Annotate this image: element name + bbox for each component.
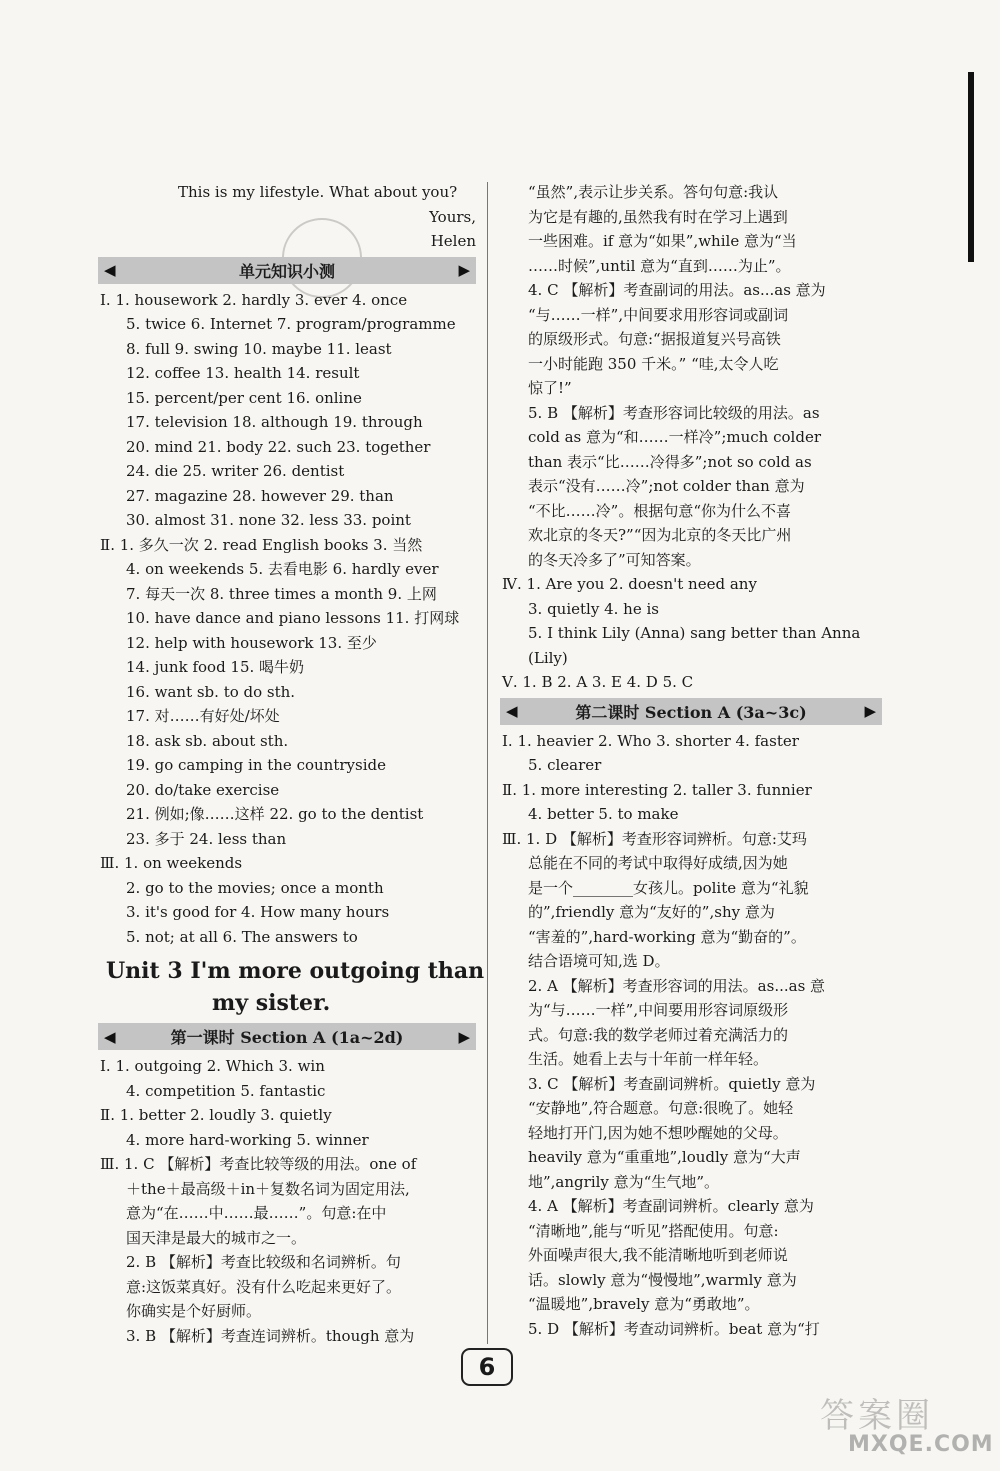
answer-line: 5. I think Lily (Anna) sang better than Anna (528, 624, 861, 642)
answer-line: 3. B 【解析】考查连词辨析。though 意为 (126, 1326, 415, 1345)
answer-line: than 表示“比……冷得多”;not so cold as (528, 452, 812, 471)
right-arrow-icon: ▶ (864, 702, 876, 720)
answer-line: 外面噪声很大,我不能清晰地听到老师说 (528, 1246, 788, 1264)
answer-line: 2. B 【解析】考查比较级和名词辨析。句 (126, 1253, 401, 1271)
answers-lesson-1 (98, 1054, 476, 1348)
answer-line: “与……一样”,中间要求用形容词或副词 (528, 305, 789, 324)
answer-line: “温暖地”,bravely 意为“勇敢地”。 (528, 1295, 760, 1313)
section-header-unit-test (98, 257, 476, 284)
answer-line: 7. 每天一次 8. three times a month 9. 上网 (126, 584, 437, 603)
left-arrow-icon: ◀ (506, 702, 518, 720)
answer-line: “不比……冷”。根据句意“你为什么不喜 (528, 501, 792, 520)
answer-line: “清晰地”,能与“听见”搭配使用。句意: (528, 1221, 779, 1240)
answer-line: 4. better 5. to make (528, 805, 679, 823)
answer-line: 19. go camping in the countryside (126, 756, 386, 774)
section-title: 单元知识小测 (238, 261, 335, 281)
answer-line: 4. more hard-working 5. winner (126, 1130, 369, 1149)
answer-line: Ⅲ. 1. on weekends (100, 854, 243, 872)
answer-line: 表示“没有……冷”;not colder than 意为 (528, 477, 805, 495)
answer-line: Ⅲ. 1. D 【解析】考查形容词辨析。句意:艾玛 (502, 829, 807, 848)
answer-line: Ⅰ. 1. heavier 2. Who 3. shorter 4. faster (502, 731, 799, 750)
answer-line: 为它是有趣的,虽然我有时在学习上遇到 (528, 207, 788, 226)
answer-line: Ⅳ. 1. Are you 2. doesn't need any (502, 575, 757, 593)
answer-line: Ⅰ. 1. outgoing 2. Which 3. win (100, 1057, 325, 1075)
watermark-brand: 答案圈 (820, 1396, 934, 1436)
answer-line: 的原级形式。句意:“据报道复兴号高铁 (528, 330, 781, 348)
answer-line: 8. full 9. swing 10. maybe 11. least (126, 339, 392, 358)
answers-part-3 (98, 851, 476, 949)
answers-part-2 (98, 533, 476, 852)
answer-line: Ⅱ. 1. 多久一次 2. read English books 3. 当然 (100, 535, 423, 554)
answer-line: 23. 多于 24. less than (126, 829, 287, 848)
answer-line: 4. on weekends 5. 去看电影 6. hardly ever (126, 560, 439, 578)
answer-line: 14. junk food 15. 喝牛奶 (126, 658, 305, 676)
section-header-lesson-2 (500, 698, 882, 725)
answer-line: 4. A 【解析】考查副词辨析。clearly 意为 (528, 1197, 814, 1215)
answer-line: “安静地”,符合题意。句意:很晚了。她轻 (528, 1099, 794, 1117)
answer-line: 15. percent/per cent 16. online (126, 388, 362, 407)
answer-line: 国天津是最大的城市之一。 (126, 1228, 307, 1247)
answer-line: 5. D 【解析】考查动词辨析。beat 意为“打 (528, 1319, 820, 1338)
answer-line: 3. it's good for 4. How many hours (126, 903, 390, 921)
answer-line: 轻地打开门,因为她不想吵醒她的父母。 (528, 1123, 788, 1142)
answer-line: 生活。她看上去与十年前一样年轻。 (528, 1050, 769, 1068)
section-header-lesson-1 (98, 1023, 476, 1050)
answer-line: 一些困难。if 意为“如果”,while 意为“当 (528, 232, 797, 250)
answer-line: 欢北京的冬天?”“因为北京的冬天比广州 (528, 526, 792, 544)
answer-line: 意为“在……中……最……”。句意:在中 (126, 1204, 387, 1222)
page-number: 6 (461, 1348, 513, 1386)
right-arrow-icon: ▶ (458, 261, 470, 279)
answer-line: 你确实是个好厨师。 (126, 1302, 262, 1320)
answer-line: ＋the＋最高级＋in＋复数名词为固定用法, (126, 1179, 410, 1198)
answer-line: 4. C 【解析】考查副词的用法。as...as 意为 (528, 281, 826, 299)
answer-line: 21. 例如;像……这样 22. go to the dentist (126, 805, 424, 823)
answer-line: 18. ask sb. about sth. (126, 731, 289, 750)
letter-line: This is my lifestyle. What about you? (178, 183, 458, 201)
answer-line: 20. mind 21. body 22. such 23. together (126, 437, 431, 456)
answer-line: “害羞的”,hard-working 意为“勤奋的”。 (528, 927, 806, 946)
answer-line: 4. competition 5. fantastic (126, 1081, 326, 1100)
answer-line: 17. television 18. although 19. through (126, 413, 423, 431)
answer-line: 12. help with housework 13. 至少 (126, 633, 377, 652)
answer-line: 总能在不同的考试中取得好成绩,因为她 (528, 854, 788, 872)
answer-line: 10. have dance and piano lessons 11. 打网球 (126, 609, 460, 627)
answer-line: 5. not; at all 6. The answers to (126, 927, 358, 946)
section-title: 第一课时 Section A (1a~2d) (170, 1028, 404, 1047)
unit-heading-line-1: Unit 3 I'm more outgoing than (106, 958, 485, 984)
page-edge-bar (968, 72, 974, 262)
unit-heading (98, 955, 485, 1019)
answer-line: 2. go to the movies; once a month (126, 878, 384, 897)
answer-line: 2. A 【解析】考查形容词的用法。as...as 意 (528, 976, 826, 995)
answer-line: 5. twice 6. Internet 7. program/programme (126, 315, 456, 333)
answer-line: 式。句意:我的数学老师过着充满活力的 (528, 1025, 789, 1044)
answer-line: 3. quietly 4. he is (528, 599, 659, 618)
answer-line: 的冬天冷多了”可知答案。 (528, 550, 701, 569)
answer-line: 3. C 【解析】考查副词辨析。quietly 意为 (528, 1074, 816, 1093)
answer-line: 意:这饭菜真好。没有什么吃起来更好了。 (126, 1277, 402, 1296)
answers-lesson-2 (500, 729, 882, 1342)
right-column (500, 180, 882, 1341)
answer-line: Ⅲ. 1. C 【解析】考查比较等级的用法。one of (100, 1155, 417, 1173)
answer-line: Ⅱ. 1. better 2. loudly 3. quietly (100, 1106, 332, 1124)
left-column (98, 180, 485, 1348)
letter-line: Helen (430, 232, 476, 250)
answer-line: 20. do/take exercise (126, 780, 280, 799)
answer-line: cold as 意为“和……一样冷”;much colder (528, 428, 821, 446)
watermark-url: MXQE.COM (848, 1432, 994, 1457)
answers-part-1 (98, 288, 476, 533)
answer-line: 的”,friendly 意为“友好的”,shy 意为 (528, 903, 775, 921)
answer-line: 结合语境可知,选 D。 (528, 952, 670, 970)
left-arrow-icon: ◀ (104, 261, 116, 279)
column-divider (487, 182, 488, 1344)
answer-line: heavily 意为“重重地”,loudly 意为“大声 (528, 1148, 801, 1166)
left-arrow-icon: ◀ (104, 1027, 116, 1046)
answer-line: ……时候”,until 意为“直到……为止”。 (528, 256, 791, 275)
answer-line: (Lily) (528, 648, 568, 667)
answer-line: 27. magazine 28. however 29. than (126, 486, 394, 505)
answer-line: 一小时能跑 350 千米。” “哇,太令人吃 (528, 354, 779, 373)
answer-line: 17. 对……有好处/坏处 (126, 707, 280, 725)
answer-line: 12. coffee 13. health 14. result (126, 364, 360, 382)
answers-continued (500, 180, 882, 695)
answer-line: 是一个________女孩儿。polite 意为“礼貌 (528, 878, 809, 897)
answer-line: 5. B 【解析】考查形容词比较级的用法。as (528, 403, 820, 422)
answer-line: 24. die 25. writer 26. dentist (126, 462, 345, 480)
unit-heading-line-2: my sister. (212, 990, 331, 1016)
right-arrow-icon: ▶ (458, 1027, 470, 1046)
answer-line: 话。slowly 意为“慢慢地”,warmly 意为 (528, 1270, 797, 1289)
answer-line: 30. almost 31. none 32. less 33. point (126, 511, 411, 529)
answer-line: 为“与……一样”,中间要用形容词原级形 (528, 1001, 789, 1019)
answer-line: Ⅴ. 1. B 2. A 3. E 4. D 5. C (502, 673, 694, 691)
answer-line: “虽然”,表示让步关系。答句句意:我认 (528, 183, 779, 201)
answer-line: 地”,angrily 意为“生气地”。 (528, 1172, 719, 1191)
answer-line: Ⅱ. 1. more interesting 2. taller 3. funnier (502, 780, 812, 799)
section-title: 第二课时 Section A (3a~3c) (575, 702, 807, 722)
answer-line: 16. want sb. to do sth. (126, 682, 296, 701)
answer-line: 5. clearer (528, 756, 602, 774)
answer-line: Ⅰ. 1. housework 2. hardly 3. ever 4. once (100, 290, 408, 309)
letter-line: Yours, (429, 207, 476, 226)
answer-line: 惊了!” (528, 379, 572, 397)
